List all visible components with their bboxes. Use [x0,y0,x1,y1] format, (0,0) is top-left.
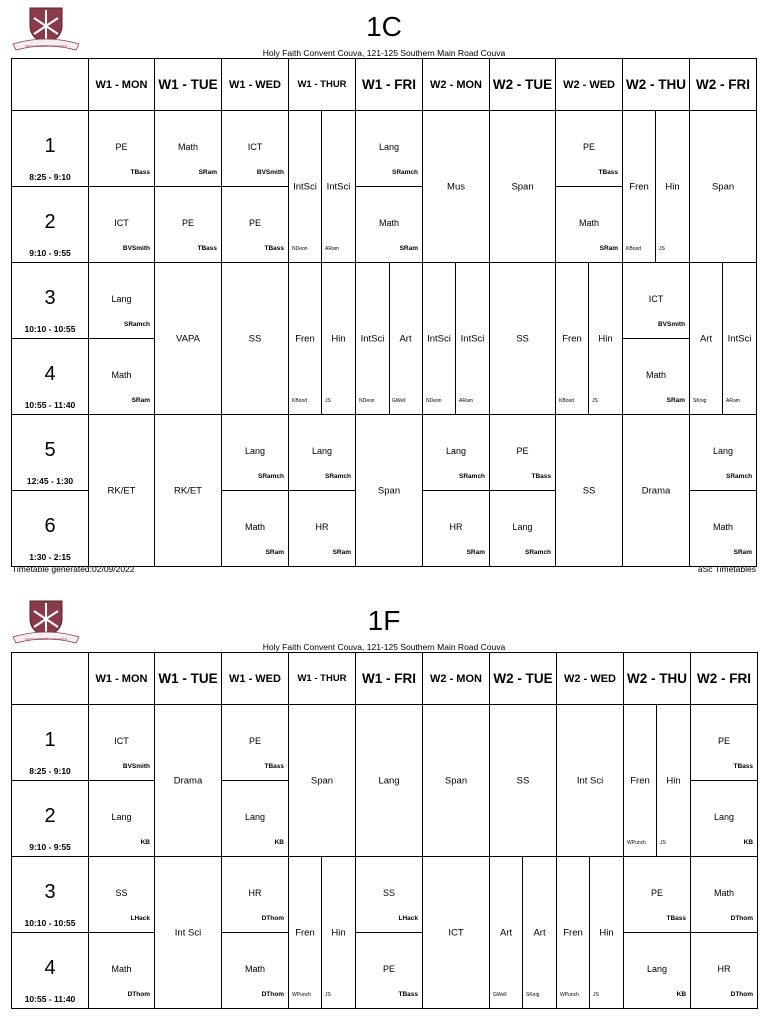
lesson-teacher: TBass [264,763,284,770]
lesson-cell [356,415,423,567]
lesson-cell [356,187,423,263]
lesson-teacher: SRam [466,549,486,556]
lesson-subject: Art [533,927,546,938]
timetable-1f [11,652,758,1009]
lesson-teacher: DThom [127,991,150,998]
period-time: 9:10 - 9:55 [29,842,71,852]
lesson-cell [423,415,490,491]
lesson-subject: Math [111,370,132,380]
lesson-teacher: JS [592,398,598,404]
lesson-cell [490,263,556,415]
lesson-subject: Math [379,218,400,228]
lesson-teacher: JS [325,398,331,404]
lesson-subject: RK/ET [174,485,202,496]
lesson-subject: Int Sci [576,775,604,786]
lesson-subject: Span [310,775,334,786]
lesson-teacher: DThom [261,915,284,922]
lesson-subject: Art [399,333,412,344]
lesson-cell [289,415,356,491]
header-row [12,653,758,705]
period-time: 10:10 - 10:55 [24,918,76,928]
period-number: 1 [44,729,56,751]
lesson-cell [222,187,289,263]
lesson-cell [490,415,556,491]
lesson-cell [222,705,289,781]
period-time: 10:55 - 11:40 [24,994,76,1004]
period-time: 8:25 - 9:10 [29,172,71,182]
day-header: W1 - FRI [356,653,423,705]
lesson-subject: Lang [111,812,132,822]
lesson-teacher: BVSmith [256,169,284,176]
lesson-cell [289,491,356,567]
lesson-cell [557,705,624,857]
lesson-teacher: SRam [332,549,352,556]
day-header: W1 - MON [89,653,155,705]
lesson-teacher: ARam [459,398,473,404]
lesson-teacher: JS [593,992,599,998]
lesson-subject: Hin [665,181,680,192]
period-cell [12,491,89,567]
lesson-subject: Fren [630,775,650,786]
lesson-teacher: KB [676,991,687,998]
lesson-cell [557,857,590,1009]
lesson-teacher: SRam [599,245,619,252]
lesson-cell [423,263,456,415]
lesson-cell [89,187,155,263]
footer-generated: Timetable generated:02/09/2022 [12,564,135,574]
lesson-cell [155,705,222,857]
lesson-teacher: SRamch [325,473,352,480]
lesson-cell [456,263,490,415]
day-header: W1 - TUE [155,653,222,705]
lesson-cell [690,111,757,263]
lesson-teacher: WPunch [292,992,311,998]
lesson-cell [490,111,556,263]
lesson-subject: Art [499,927,513,938]
lesson-subject: ICT [114,218,129,228]
lesson-cell [222,857,289,933]
lesson-teacher: WPunch [560,992,579,998]
lesson-cell [657,705,691,857]
lesson-cell [322,111,356,263]
period-time: 9:10 - 9:55 [29,248,71,258]
lesson-subject: Lang [446,446,467,456]
lesson-teacher: SRamch [123,321,150,328]
day-header: W2 - TUE [490,653,557,705]
lesson-cell [690,415,757,491]
lesson-teacher: TBass [264,245,284,252]
lesson-subject: PE [583,142,596,152]
period-time: 10:10 - 10:55 [24,324,76,334]
period-number: 3 [44,287,56,309]
corner-cell [12,653,89,705]
lesson-teacher: SRam [733,549,753,556]
lesson-subject: SS [248,333,262,344]
day-header: W2 - WED [556,59,623,111]
lesson-cell [690,491,757,567]
lesson-cell [490,857,523,1009]
lesson-subject: Hin [666,775,681,786]
class-title-1f: 1F [367,605,401,636]
lesson-subject: RK/ET [107,485,136,496]
lesson-teacher: DThom [730,915,754,922]
lesson-subject: Fren [562,333,582,344]
lesson-subject: Fren [295,927,315,938]
lesson-cell [556,187,623,263]
lesson-subject: PE [651,888,664,898]
day-header: W1 - THUR [289,59,356,111]
split-lesson [356,263,390,414]
lesson-subject: IntSci [427,333,451,344]
lesson-cell [222,263,289,415]
lesson-teacher: LHack [130,915,150,922]
lesson-subject: Fren [629,181,649,192]
lesson-teacher: WPunch [627,840,646,846]
lesson-cell [623,111,656,263]
lesson-teacher: SRamch [257,473,284,480]
lesson-cell [155,187,222,263]
day-header: W2 - MON [423,653,490,705]
lesson-subject: Lang [244,446,266,456]
lesson-subject: Lang [311,446,333,456]
timetable-1c [11,58,768,567]
lesson-teacher: NDeon [426,398,442,404]
lesson-cell [289,857,322,1009]
lesson-teacher: TBass [598,169,619,176]
lesson-teacher: ARam [726,398,740,404]
lesson-teacher: KBood [626,246,642,252]
lesson-cell [423,491,490,567]
lesson-subject: Drama [173,775,203,786]
corner-cell [12,59,89,111]
period-cell [12,415,89,491]
period-number: 4 [44,957,56,979]
lesson-cell [691,781,758,857]
lesson-teacher: TBass [666,915,687,922]
lesson-cell [89,857,155,933]
lesson-cell [222,111,289,187]
lesson-cell [691,857,758,933]
lesson-subject: Mus [447,181,465,192]
period-time: 12:45 - 1:30 [26,476,74,486]
lesson-teacher: BVSmith [657,321,686,328]
period-cell [12,705,89,781]
lesson-cell [423,705,490,857]
footer-credit: aSc Timetables [697,564,756,574]
lesson-subject: Hin [331,333,346,344]
lesson-subject: Fren [563,927,583,938]
lesson-cell [89,781,155,857]
lesson-subject: HR [717,964,731,974]
lesson-teacher: TBass [733,763,754,770]
lesson-subject: Hin [331,927,346,938]
lesson-cell [623,415,690,567]
lesson-subject: Lang [379,142,400,152]
lesson-cell [623,263,690,339]
period-time: 8:25 - 9:10 [29,766,71,776]
lesson-subject: VAPA [176,333,200,344]
day-header: W2 - MON [423,59,490,111]
lesson-subject: Math [244,522,265,532]
lesson-subject: Lang [713,446,734,456]
lesson-teacher: SRam [198,169,217,176]
period-number: 6 [44,515,56,537]
lesson-teacher: TBass [130,169,150,176]
lesson-subject: PE [115,142,128,152]
lesson-subject: PE [383,964,396,974]
lesson-subject: HR [315,522,329,532]
lesson-subject: HR [449,522,463,532]
lesson-subject: Lang [111,294,132,304]
lesson-teacher: SRam [131,397,150,404]
lesson-teacher: SRam [399,245,419,252]
lesson-subject: Math [714,888,735,898]
lesson-teacher: DThom [730,991,754,998]
lesson-subject: Drama [641,485,671,496]
svg-text:UNITY SINCERITY AND FAITH: UNITY SINCERITY AND FAITH [24,44,68,48]
lesson-cell [322,263,356,415]
lesson-cell [690,263,723,415]
period-number: 2 [44,805,56,827]
lesson-cell [556,263,589,415]
lesson-cell [691,933,758,1009]
day-header: W2 - FRI [691,653,758,705]
lesson-teacher: LHack [398,915,419,922]
lesson-cell [222,933,289,1009]
lesson-subject: ICT [448,927,464,938]
lesson-cell [624,705,657,857]
period-cell [12,857,89,933]
lesson-subject: Span [711,181,735,192]
lesson-subject: Math [713,522,734,532]
lesson-cell [322,857,356,1009]
lesson-cell [490,705,557,857]
lesson-teacher: JS [325,992,331,998]
day-header: W2 - THU [623,59,690,111]
school-address: Holy Faith Convent Couva, 121-125 Southern Main Road Couva [262,642,506,652]
day-header: W2 - FRI [690,59,757,111]
lesson-subject: Hin [599,927,614,938]
lesson-teacher: TBass [398,991,419,998]
lesson-teacher: SRamch [726,473,753,480]
period-cell [12,187,89,263]
lesson-cell [222,781,289,857]
lesson-cell [356,857,423,933]
period-cell [12,933,89,1009]
lesson-subject: SS [115,888,128,898]
day-header: W1 - THUR [289,653,356,705]
lesson-subject: IntSci [460,333,485,344]
lesson-cell [490,491,556,567]
lesson-cell [624,857,691,933]
lesson-subject: IntSci [326,181,351,192]
lesson-cell [155,111,222,187]
lesson-subject: Math [244,964,265,974]
day-header: W1 - FRI [356,59,423,111]
split-lesson [389,263,422,414]
lesson-cell [356,705,423,857]
lesson-subject: Fren [295,333,315,344]
lesson-teacher: SRamch [525,549,552,556]
lesson-teacher: JS [660,840,666,846]
lesson-teacher: KB [743,839,754,846]
day-header: W1 - MON [89,59,155,111]
lesson-cell [289,111,322,263]
lesson-teacher: GWell [392,398,406,404]
lesson-cell [423,857,490,1009]
lesson-teacher: TBass [197,245,217,252]
lesson-subject: Math [646,370,667,380]
period-number: 4 [44,363,56,385]
lesson-subject: Lang [378,775,400,786]
period-number: 3 [44,881,56,903]
lesson-teacher: SRam [666,397,686,404]
lesson-subject: Lang [714,812,735,822]
lesson-subject: Art [699,333,713,344]
lesson-subject: Math [111,964,132,974]
lesson-teacher: BVSmith [122,763,150,770]
lesson-subject: SS [383,888,396,898]
lesson-cell [423,111,490,263]
lesson-cell [89,263,155,339]
lesson-cell [356,933,423,1009]
school-address: Holy Faith Convent Couva, 121-125 Southern Main Road Couva [262,48,506,58]
lesson-subject: ICT [648,294,664,304]
lesson-teacher: JS [659,246,665,252]
lesson-cell [623,339,690,415]
lesson-teacher: ARam [325,246,339,252]
lesson-cell [89,339,155,415]
day-header: W2 - WED [557,653,624,705]
lesson-cell [289,705,356,857]
period-number: 5 [44,439,56,461]
day-header: W2 - THU [624,653,691,705]
lesson-cell [723,263,757,415]
lesson-subject: ICT [114,736,129,746]
lesson-subject: HR [248,888,262,898]
lesson-teacher: KB [140,839,150,846]
lesson-cell [289,263,322,415]
lesson-teacher: NDeon [292,246,308,252]
lesson-teacher: KBood [292,398,308,404]
lesson-cell [624,933,691,1009]
lesson-cell [691,705,758,781]
lesson-subject: IntSci [727,333,752,344]
lesson-cell [222,415,289,491]
lesson-cell [155,857,222,1009]
lesson-subject: Math [177,142,198,152]
period-cell [12,263,89,339]
day-header: W1 - TUE [155,59,222,111]
lesson-subject: Lang [512,522,533,532]
lesson-cell [523,857,557,1009]
period-number: 1 [44,135,56,157]
day-header: W1 - WED [222,59,289,111]
lesson-teacher: SKnig [693,398,707,404]
period-time: 10:55 - 11:40 [24,400,76,410]
header-row [12,59,768,111]
lesson-teacher: DThom [261,991,284,998]
lesson-teacher: TBass [531,473,552,480]
lesson-cell [89,111,155,187]
lesson-subject: PE [248,218,261,228]
lesson-subject: Math [579,218,600,228]
lesson-subject: PE [248,736,261,746]
lesson-cell [155,415,222,567]
period-time: 1:30 - 2:15 [29,552,71,562]
lesson-cell [589,263,623,415]
lesson-cell [556,111,623,187]
period-number: 2 [44,211,56,233]
lesson-cell [89,933,155,1009]
svg-text:UNITY SINCERITY AND FAITH: UNITY SINCERITY AND FAITH [24,637,68,641]
lesson-subject: SS [582,485,596,496]
period-cell [12,781,89,857]
lesson-teacher: KBood [559,398,575,404]
class-title-1c: 1C [366,11,402,42]
lesson-teacher: SRam [265,549,284,556]
lesson-cell [89,415,155,567]
lesson-subject: Span [511,181,534,192]
lesson-cell [222,491,289,567]
lesson-cell [356,111,423,187]
lesson-subject: Int Sci [174,927,202,938]
lesson-subject: Lang [647,964,668,974]
lesson-subject: PE [181,218,194,228]
lesson-subject: ICT [247,142,263,152]
day-header: W1 - WED [222,653,289,705]
period-cell [12,111,89,187]
lesson-subject: Span [377,485,401,496]
lesson-cell [590,857,624,1009]
lesson-cell [556,415,623,567]
lesson-cell [89,705,155,781]
lesson-teacher: GWell [493,992,507,998]
lesson-teacher: NDeon [359,398,375,404]
lesson-subject: Hin [598,333,613,344]
lesson-subject: SS [516,333,529,344]
period-cell [12,339,89,415]
lesson-teacher: SKnig [526,992,540,998]
lesson-subject: Span [444,775,468,786]
lesson-subject: SS [516,775,530,786]
lesson-teacher: SRamch [459,473,486,480]
lesson-subject: PE [516,446,529,456]
lesson-teacher: KB [274,839,284,846]
lesson-cell [656,111,690,263]
lesson-subject: IntSci [293,181,317,192]
day-header: W2 - TUE [490,59,556,111]
lesson-cell [155,263,222,415]
lesson-subject: PE [718,736,731,746]
lesson-teacher: SRamch [392,169,419,176]
lesson-cell [356,263,423,415]
lesson-subject: IntSci [360,333,385,344]
lesson-subject: Lang [244,812,266,822]
lesson-teacher: BVSmith [122,245,150,252]
